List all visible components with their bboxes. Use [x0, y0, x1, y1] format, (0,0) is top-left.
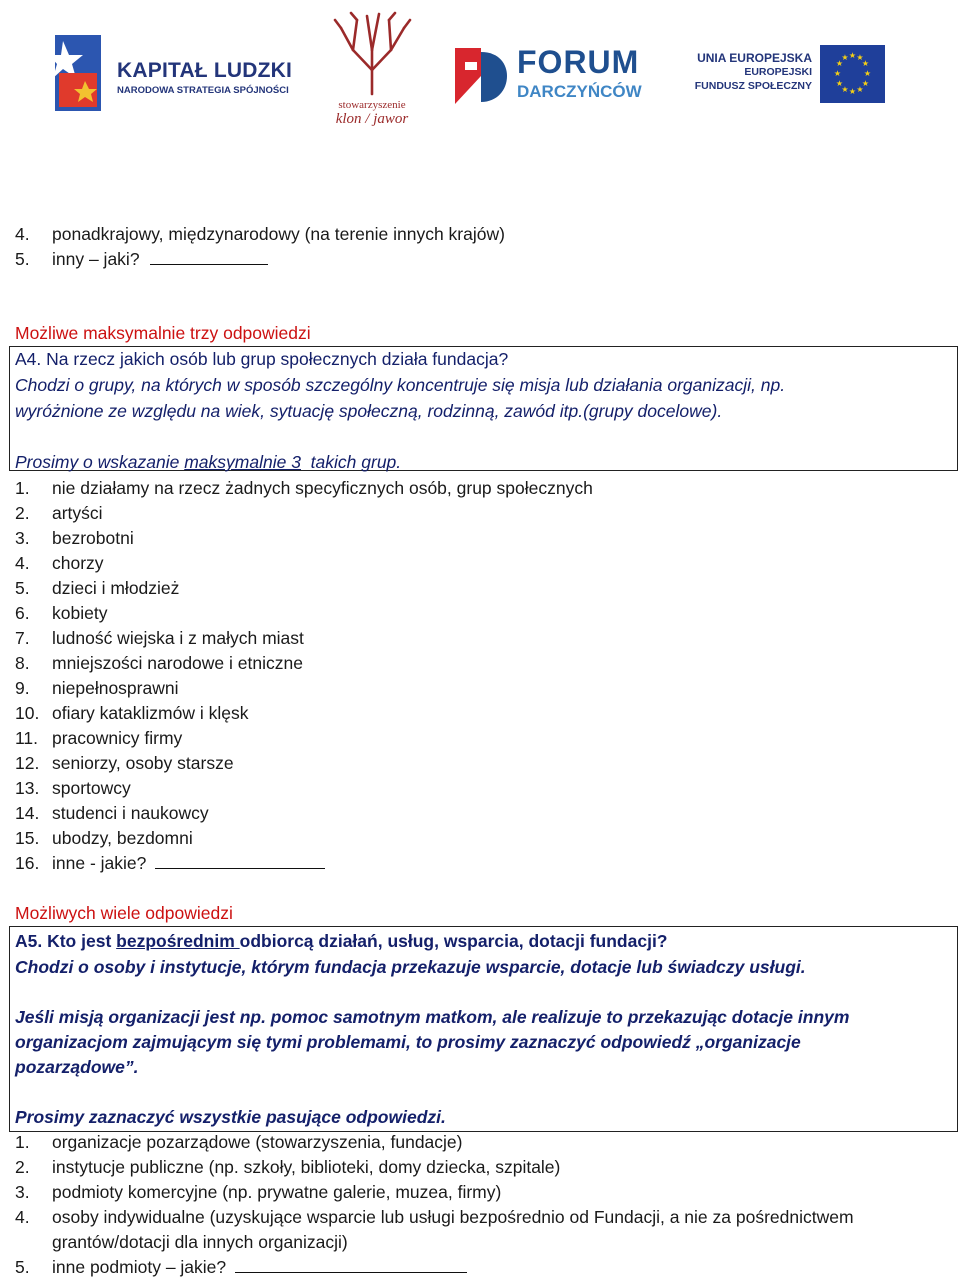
forum-subtitle: DARCZYŃCÓW	[517, 82, 642, 101]
a5-option[interactable]: 3. podmioty komercyjne (np. prywatne galerie, muzea, firmy)	[15, 1182, 502, 1202]
a5-example-3: pozarządowe”.	[15, 1057, 139, 1077]
answer-blank-line[interactable]	[155, 854, 325, 869]
a5-option[interactable]: 5. inne podmioty – jakie?	[15, 1256, 467, 1278]
a4-instruction: Prosimy o wskazanie maksymalnie 3 takich grup.	[15, 452, 402, 472]
a4-option[interactable]: 15. ubodzy, bezdomni	[15, 828, 193, 848]
svg-text:★: ★	[835, 59, 844, 68]
klon-jawor-line1: stowarzyszenie	[338, 99, 406, 111]
a5-option-continuation: grantów/dotacji dla innych organizacji)	[52, 1232, 348, 1252]
a5-example-2: organizacjom zajmującym się tymi problemami, to prosimy zaznaczyć odpowiedź „organizacje	[15, 1032, 801, 1052]
forum-mark-icon	[455, 48, 507, 104]
kapital-ludzki-title: KAPITAŁ LUDZKI	[117, 59, 293, 82]
a4-question: A4. Na rzecz jakich osób lub grup społecznych działa fundacja?	[15, 349, 509, 369]
svg-text:★: ★	[848, 51, 857, 60]
answer-blank-line[interactable]	[150, 250, 268, 265]
svg-text:★: ★	[833, 69, 842, 78]
continuation-item: 4. ponadkrajowy, międzynarodowy (na terenie innych krajów)	[15, 224, 505, 244]
a4-explanation-2: wyróżnione ze względu na wiek, sytuację społeczną, rodzinną, zawód itp.(grupy docelowe).	[15, 401, 723, 421]
kapital-ludzki-mark-icon	[55, 35, 101, 111]
svg-text:★: ★	[848, 87, 857, 96]
eu-text	[695, 51, 812, 93]
svg-text:★: ★	[856, 53, 864, 62]
klon-jawor-logo	[326, 10, 418, 138]
a4-option[interactable]: 6. kobiety	[15, 603, 108, 623]
a4-option[interactable]: 1. nie działamy na rzecz żadnych specyficznych osób, grup społecznych	[15, 478, 593, 498]
a4-explanation-1: Chodzi o grupy, na których w sposób szczególny koncentruje się misja lub działania organizacji, np.	[15, 375, 786, 395]
forum-title: FORUM	[517, 44, 640, 80]
a4-option[interactable]: 14. studenci i naukowcy	[15, 803, 209, 823]
a4-option[interactable]: 13. sportowcy	[15, 778, 131, 798]
svg-text:★: ★	[841, 53, 849, 62]
a5-option[interactable]: 1. organizacje pozarządowe (stowarzyszenia, fundacje)	[15, 1132, 463, 1152]
a4-option[interactable]: 10. ofiary kataklizmów i klęsk	[15, 703, 249, 723]
a4-option[interactable]: 9. niepełnosprawni	[15, 678, 179, 698]
svg-text:★: ★	[861, 79, 870, 88]
a4-option[interactable]: 7. ludność wiejska i z małych miast	[15, 628, 304, 648]
a4-option[interactable]: 12. seniorzy, osoby starsze	[15, 753, 234, 773]
forum-darczyncow-logo	[455, 44, 642, 106]
a4-option[interactable]: 2. artyści	[15, 503, 103, 523]
svg-text:★: ★	[841, 85, 849, 94]
eu-line1: UNIA EUROPEJSKA	[697, 51, 812, 65]
a5-instruction: Prosimy zaznaczyć wszystkie pasujące odpowiedzi.	[15, 1107, 446, 1127]
eu-line3: FUNDUSZ SPOŁECZNY	[694, 80, 812, 92]
svg-text:★: ★	[835, 79, 844, 88]
a4-option[interactable]: 4. chorzy	[15, 553, 104, 573]
answer-blank-line[interactable]	[235, 1258, 467, 1273]
a4-option[interactable]: 16. inne - jakie?	[15, 852, 325, 874]
a4-note: Możliwe maksymalnie trzy odpowiedzi	[15, 323, 311, 343]
a4-option[interactable]: 3. bezrobotni	[15, 528, 134, 548]
eu-flag-icon	[820, 45, 885, 103]
svg-text:★: ★	[861, 59, 870, 68]
eu-line2: EUROPEJSKI	[744, 66, 812, 78]
svg-text:★: ★	[863, 69, 872, 78]
tree-icon	[331, 10, 413, 96]
a5-example-1: Jeśli misją organizacji jest np. pomoc samotnym matkom, ale realizuje to przekazując dotacje innym	[15, 1007, 850, 1027]
klon-jawor-line2: klon / jawor	[335, 111, 409, 127]
a5-note: Możliwych wiele odpowiedzi	[15, 903, 233, 923]
svg-text:★: ★	[856, 85, 864, 94]
continuation-item: 5. inny – jaki?	[15, 248, 268, 270]
eu-logo	[680, 45, 890, 103]
a5-explanation: Chodzi o osoby i instytucje, którym fundacja przekazuje wsparcie, dotacje lub świadczy usługi.	[15, 957, 806, 977]
a4-option[interactable]: 5. dzieci i młodzież	[15, 578, 180, 598]
a4-option[interactable]: 11. pracownicy firmy	[15, 728, 183, 748]
a5-option[interactable]: 4. osoby indywidualne (uzyskujące wsparcie lub usługi bezpośrednio od Fundacji, a nie za pośrednictwem	[15, 1207, 854, 1227]
a5-question: A5. Kto jest bezpośrednim odbiorcą działań, usług, wsparcia, dotacji fundacji?	[15, 931, 668, 951]
kapital-ludzki-subtitle: NARODOWA STRATEGIA SPÓJNOŚCI	[117, 85, 289, 96]
kapital-ludzki-logo	[55, 35, 295, 113]
a4-option[interactable]: 8. mniejszości narodowe i etniczne	[15, 653, 303, 673]
a5-option[interactable]: 2. instytucje publiczne (np. szkoły, biblioteki, domy dziecka, szpitale)	[15, 1157, 561, 1177]
